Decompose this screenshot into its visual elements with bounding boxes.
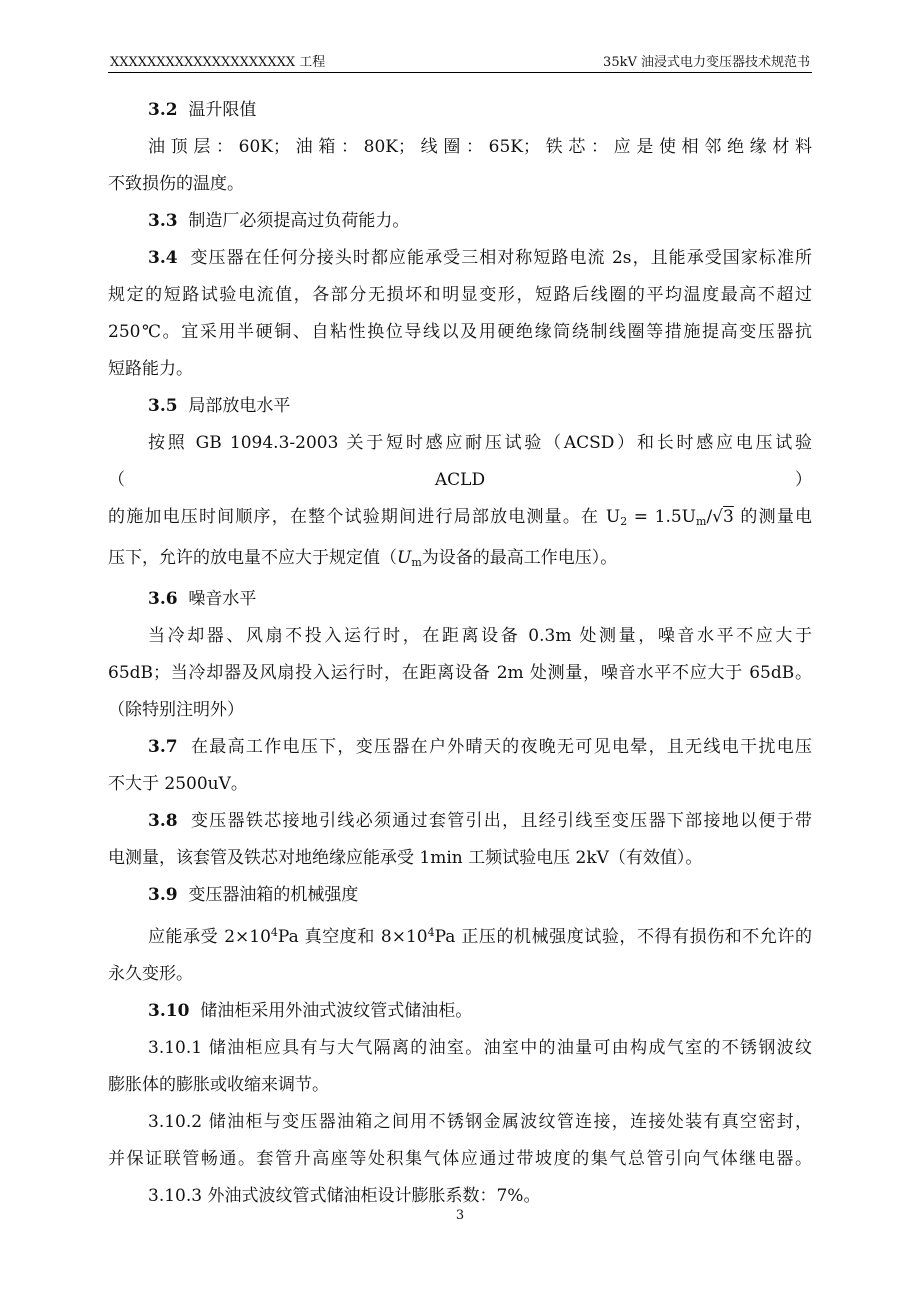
text-run: 应能承受 2×10 [148,927,271,947]
text-run: 的施加电压时间顺序，在整个试验期间进行局部放电测量。在 [108,507,606,527]
exponent: 4 [427,926,435,939]
paragraph-line: 永久变形。 [108,964,193,984]
section-3-7 [108,729,812,766]
page-header [108,48,812,73]
section-3-9-heading [108,877,812,914]
paragraph-line: （除特别注明外） [108,700,244,720]
subsection-3-10-1: 3.10.1 储油柜应具有与大气隔离的油室。油室中的油量可由构成气室的不锈钢波纹 [148,1038,812,1058]
section-3-8 [108,803,812,840]
oil-top-limit: 油顶层：60K； [148,137,290,157]
paragraph-line: 当冷却器、风扇不投入运行时，在距离设备 0.3m 处测量，噪音水平不应大于 [148,626,812,646]
formula-radicand: 3 [723,507,734,527]
text-run: 压下，允许的放电量不应大于规定值（ [108,548,397,568]
formula-sub-m: m [696,515,707,528]
tank-limit: 油箱：80K； [290,137,415,157]
text-run: Pa 真空度和 8×10 [277,927,428,947]
text-run: 的测量电 [733,507,813,527]
section-number: 3.4 [148,248,178,268]
section-number: 3.5 [148,396,178,416]
section-number: 3.9 [148,885,178,905]
voltage-formula [606,507,734,527]
text-run: 为设备的最高工作电压）。 [421,548,618,568]
symbol-u: U [397,548,412,568]
paragraph-line: 250℃。宜采用半硬铜、自粘性换位导线以及用硬绝缘筒绕制线圈等措施提高变压器抗 [108,322,812,342]
paragraph-line: 按照 GB 1094.3-2003 关于短时感应耐压试验（ACSD）和长时感应电压试验（ACLD） [108,433,812,490]
subsection-3-10-2: 3.10.2 储油柜与变压器油箱之间用不锈钢金属波纹管连接，连接处装有真空密封， [148,1112,812,1132]
paragraph-line [108,914,812,956]
section-text: 制造厂必须提高过负荷能力。 [188,211,410,231]
header-project: XXXXXXXXXXXXXXXXXXXX 工程 [110,55,326,70]
section-number: 3.3 [148,211,178,231]
document-body [108,92,812,1215]
text-run: Pa 正压的机械强度试验，不得有损伤和不允许的 [434,927,812,947]
section-text: 在最高工作电压下，变压器在户外晴天的夜晚无可见电晕，且无线电干扰电压 [191,737,813,757]
formula-sub-2: 2 [620,515,628,528]
paragraph-line: 并保证联管畅通。套管升高座等处积集气体应通过带坡度的集气总管引向气体继电器。 [108,1149,812,1169]
section-text: 变压器在任何分接头时都应能承受三相对称短路电流 2s，且能承受国家标准所 [190,248,812,268]
section-3-3 [108,203,812,240]
section-text: 储油柜采用外油式波纹管式储油柜。 [200,1001,473,1021]
subsection-3-10-3: 3.10.3 外油式波纹管式储油柜设计膨胀系数：7%。 [148,1186,541,1206]
section-3-6-heading [108,581,812,618]
winding-limit: 线圈：65K； [415,137,540,157]
section-number: 3.10 [148,1001,190,1021]
section-title: 噪音水平 [188,589,257,609]
formula-u: U [605,507,621,527]
paragraph-line: 65dB；当冷却器及风扇投入运行时，在距离设备 2m 处测量，噪音水平不应大于 65dB。 [108,663,812,683]
symbol-sub-m: m [411,556,422,569]
exponent: 4 [270,926,278,939]
section-title: 变压器油箱的机械强度 [188,885,359,905]
paragraph-line: 电测量，该套管及铁芯对地绝缘应能承受 1min 工频试验电压 2kV（有效值）。 [108,848,703,868]
paragraph-line: 膨胀体的膨胀或收缩来调节。 [108,1075,329,1095]
formula-eq: = 1.5U [627,507,696,527]
section-number: 3.7 [148,737,178,757]
paragraph-line: 不致损伤的温度。 [108,174,244,194]
section-number: 3.8 [148,811,178,831]
section-text: 变压器铁芯接地引线必须通过套管引出，且经引线至变压器下部接地以便于带 [191,811,813,831]
page-number: 3 [455,1208,465,1223]
paragraph-line: 不大于 2500uV。 [108,774,248,794]
paragraph-line-formula [108,499,812,540]
core-limit: 铁芯：应是使相邻绝缘材料 [540,137,812,157]
section-3-10 [108,993,812,1030]
section-title: 温升限值 [188,100,257,120]
section-number: 3.2 [148,100,178,120]
paragraph-line: 规定的短路试验电流值，各部分无损坏和明显变形，短路后线圈的平均温度最高不超过 [108,285,812,305]
temp-limits-line [108,129,812,166]
section-number: 3.6 [148,589,178,609]
section-3-2-heading [108,92,812,129]
paragraph-line: 短路能力。 [108,359,193,379]
formula-sqrt: /√ [706,507,723,527]
paragraph-line [108,540,812,581]
section-title: 局部放电水平 [188,396,291,416]
section-3-4 [108,240,812,277]
header-doc-title: 35kV 油浸式电力变压器技术规范书 [603,55,810,70]
section-3-5-heading [108,388,812,425]
